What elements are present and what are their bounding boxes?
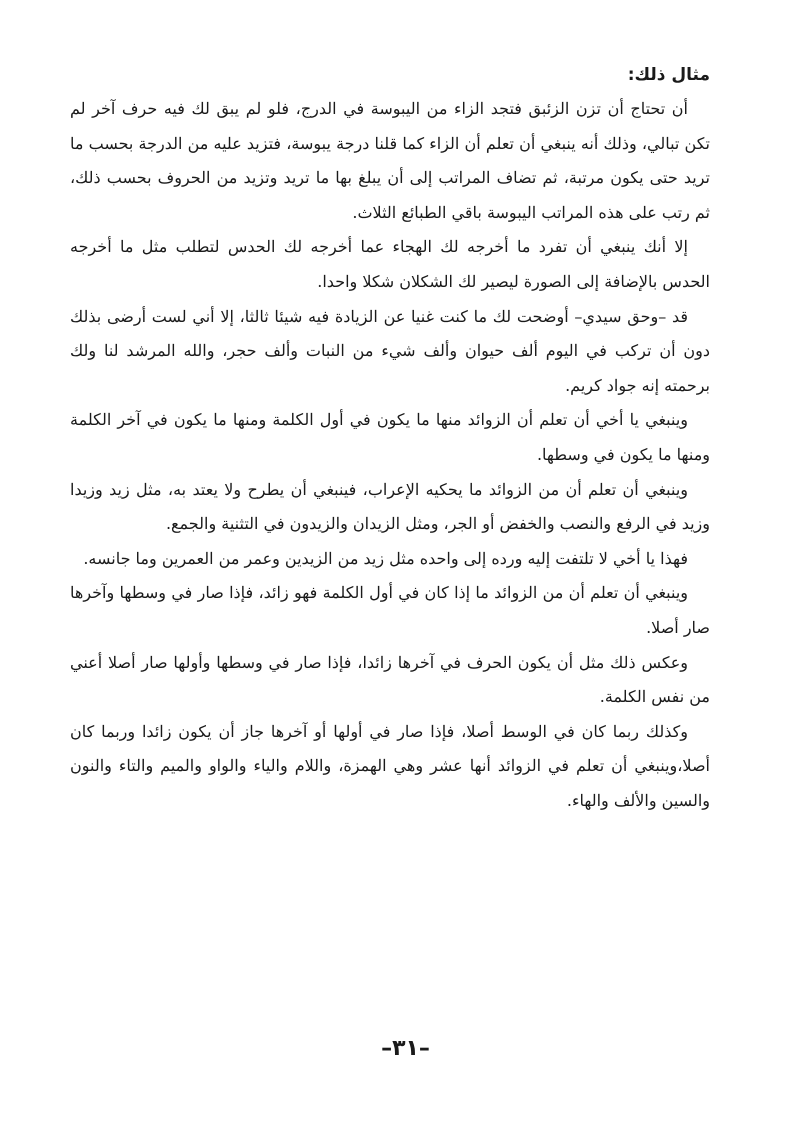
paragraph-9: وكذلك ربما كان في الوسط أصلا، فإذا صار في أولها أو آخرها جاز أن يكون زائدا وربما كان أصلا،وينبغي أن تعلم في الزوائد أنها عشر وهي الهمزة، واللام والياء والواو والميم والتاء والنون والسين والألف والهاء. [70,721,710,810]
paragraph-1: أن تحتاج أن تزن الزئبق فتجد الزاء من اليبوسة في الدرج، فلو لم يبق لك فيه حرف آخر لم تكن تبالي، وذلك أنه ينبغي أن تعلم أن الزاء كما قلنا درجة يبوسة، فتزيد عليه من الدرجة بحسب ما تريد حتى يكون مرتبة، ثم تضاف المراتب إلى أن يبلغ بها ما تريد وتزيد من الحروف بحسب ذلك، ثم رتب على هذه المراتب اليبوسة باقي الطبائع الثلاث. [70,99,710,222]
page-number: –٣١– [381,1036,430,1061]
page-body [70,62,710,818]
paragraph-7: وينبغي أن تعلم أن من الزوائد ما إذا كان في أول الكلمة فهو زائد، فإذا صار في وسطها وآخرها صار أصلا. [70,583,710,637]
paragraph-2: إلا أنك ينبغي أن تفرد ما أخرجه لك الهجاء عما أخرجه لك الحدس لتطلب مثل ما أخرجه الحدس بالإضافة إلى الصورة ليصير لك الشكلان شكلا واحدا. [70,237,710,291]
section-heading: مثال ذلك: [627,65,710,85]
paragraph-8: وعكس ذلك مثل أن يكون الحرف في آخرها زائدا، فإذا صار في وسطها وأولها صار أصلا أعني من نفس الكلمة. [70,652,710,707]
paragraph-4: وينبغي يا أخي أن تعلم أن الزوائد منها ما يكون في أول الكلمة ومنها ما يكون في آخر الكلمة ومنها ما يكون في وسطها. [70,410,710,464]
paragraph-5: وينبغي أن تعلم أن من الزوائد ما يحكيه الإعراب، فينبغي أن يطرح ولا يعتد به، مثل زيد وزيدا وزيد في الرفع والنصب والخفض أو الجر، ومثل الزيدان والزيدون في التثنية والجمع. [70,479,710,534]
paragraph-6: فهذا يا أخي لا تلتفت إليه ورده إلى واحده مثل زيد من الزيدين وعمر من العمرين وما جانسه. [83,548,688,568]
paragraph-3: قد –وحق سيدي– أوضحت لك ما كنت غنيا عن الزيادة فيه شيئا ثالثا، إلا أني لست أرضى بذلك دون أن تركب في اليوم ألف حيوان وألف شيء من النبات وألف حجر، والله المرشد لنا ولك برحمته إنه جواد كريم. [70,306,710,395]
